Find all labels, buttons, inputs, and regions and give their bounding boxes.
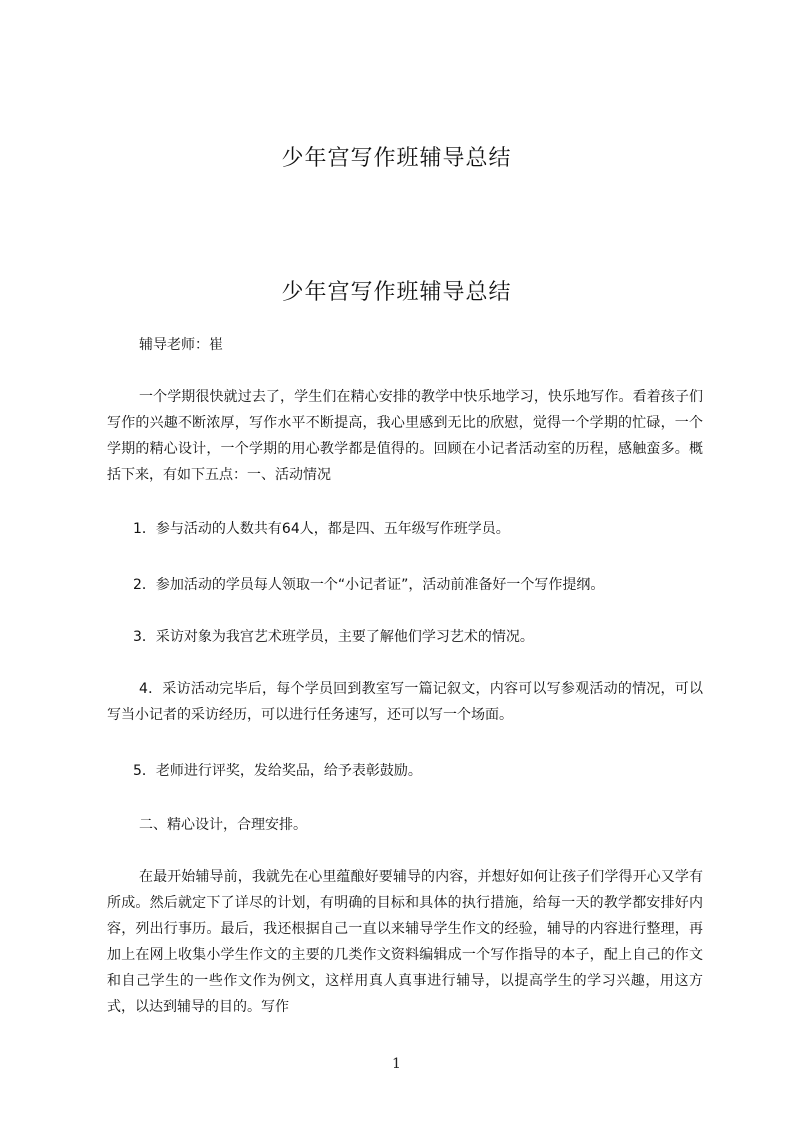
list-item-5: 5．老师进行评奖，发给奖品，给予表彰鼓励。 — [133, 763, 422, 779]
list-item-1: 1．参与活动的人数共有64人，都是四、五年级写作班学员。 — [133, 521, 510, 537]
section-2-body: 在最开始辅导前，我就先在心里蕴酿好要辅导的内容，并想好如何让孩子们学得开心又学有所成。然后就定下了详尽的计划，有明确的目标和具体的执行措施，给每一天的教学都安排好内容，列出行事历。最后，我还根据自己一直以来辅导学生作文的经验，辅导的内容进行整理，再加上在网上收集小学生作文的主要的几类作文资料编辑成一个写作指导的本子，配上自己的作文和自己学生的一些作文作为例文，这样用真人真事进行辅导，以提高学生的学习兴趣，用这方式，以达到辅导的目的。写作 — [107, 869, 703, 1015]
page-number: 1 — [392, 1056, 401, 1072]
header-title: 少年宫写作班辅导总结 — [281, 146, 512, 171]
list-item-2: 2．参加活动的学员每人领取一个“小记者证”，活动前准备好一个写作提纲。 — [133, 577, 605, 593]
list-item-3: 3．采访对象为我宫艺术班学员，主要了解他们学习艺术的情况。 — [133, 629, 534, 645]
section-2-heading: 二、精心设计，合理安排。 — [139, 817, 307, 833]
list-item-4: 4．采访活动完毕后，每个学员回到教室写一篇记叙文，内容可以写参观活动的情况，可以写当小记者的采访经历，可以进行任务速写，还可以写一个场面。 — [107, 681, 703, 723]
teacher-line: 辅导老师：崔 — [139, 337, 223, 353]
main-title: 少年宫写作班辅导总结 — [281, 280, 512, 305]
intro-paragraph: 一个学期很快就过去了，学生们在精心安排的教学中快乐地学习，快乐地写作。看着孩子们写作的兴趣不断浓厚，写作水平不断提高，我心里感到无比的欣慰，觉得一个学期的忙碌，一个学期的精心设计，一个学期的用心教学都是值得的。回顾在小记者活动室的历程，感触蛮多。概括下来，有如下五点：一、活动情况 — [107, 389, 703, 483]
